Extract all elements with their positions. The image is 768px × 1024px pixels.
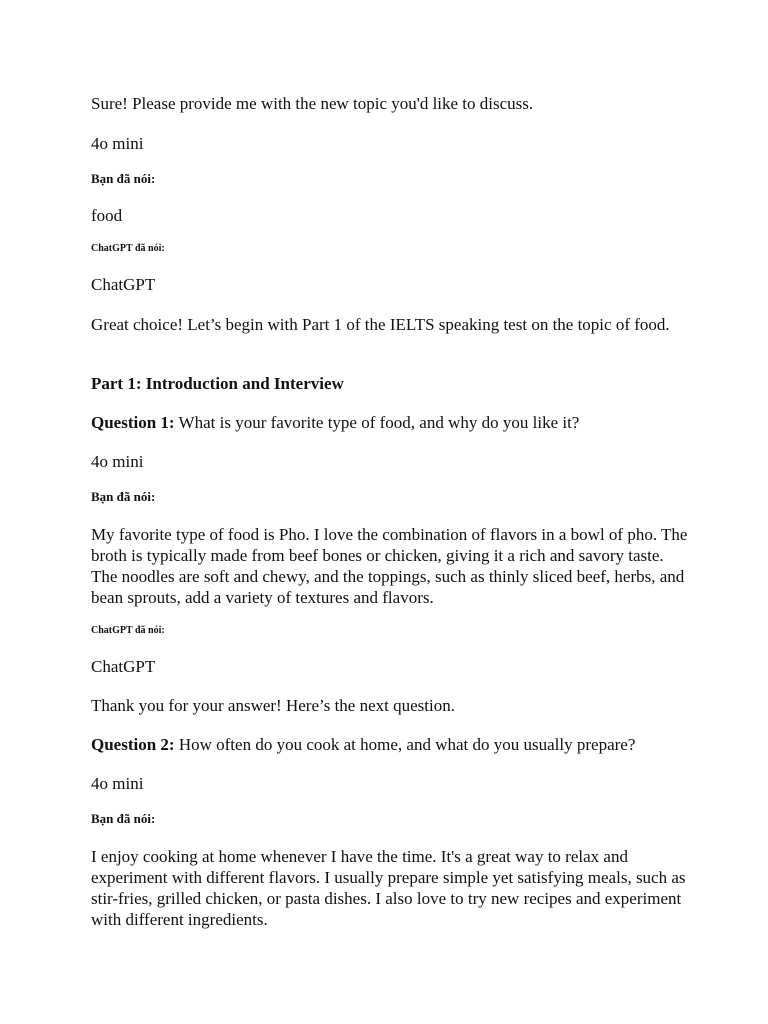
question-2-label: Question 2: (91, 735, 175, 754)
user-answer-2: I enjoy cooking at home whenever I have the time. It's a great way to relax and experiment with different flavors. I usually prepare simple yet satisfying meals, such as stir-fries, grilled chicken, or pasta dishes. I also love to try new recipes and experiment with different ingredients. (91, 847, 686, 929)
part-heading: Part 1: Introduction and Interview (91, 374, 344, 393)
chatgpt-said-label: ChatGPT đã nói: (91, 625, 165, 636)
chatgpt-name: ChatGPT (91, 657, 156, 676)
model-label: 4o mini (91, 774, 144, 793)
model-label: 4o mini (91, 452, 144, 471)
question-1-label: Question 1: (91, 413, 175, 432)
user-said-label: Bạn đã nói: (91, 489, 156, 504)
chatgpt-said-label: ChatGPT đã nói: (91, 243, 165, 254)
chatgpt-name: ChatGPT (91, 275, 156, 294)
user-message: food (91, 206, 123, 225)
question-1 (91, 412, 691, 433)
user-said-label: Bạn đã nói: (91, 171, 156, 186)
assistant-reply-text: Thank you for your answer! Here’s the next question. (91, 696, 455, 715)
question-2 (91, 734, 691, 755)
model-label: 4o mini (91, 134, 144, 153)
assistant-intro: Great choice! Let’s begin with Part 1 of the IELTS speaking test on the topic of food. (91, 315, 670, 334)
question-2-text: How often do you cook at home, and what do you usually prepare? (174, 735, 636, 754)
user-answer-1: My favorite type of food is Pho. I love the combination of flavors in a bowl of pho. The broth is typically made from beef bones or chicken, giving it a rich and savory taste. The noodles are soft and chewy, and the toppings, such as thinly sliced beef, herbs, and bean sprouts, add a variety of textures and flavors. (91, 525, 688, 607)
question-1-text: What is your favorite type of food, and why do you like it? (174, 413, 580, 432)
user-said-label: Bạn đã nói: (91, 811, 156, 826)
assistant-reply-text: Sure! Please provide me with the new topic you'd like to discuss. (91, 94, 534, 113)
